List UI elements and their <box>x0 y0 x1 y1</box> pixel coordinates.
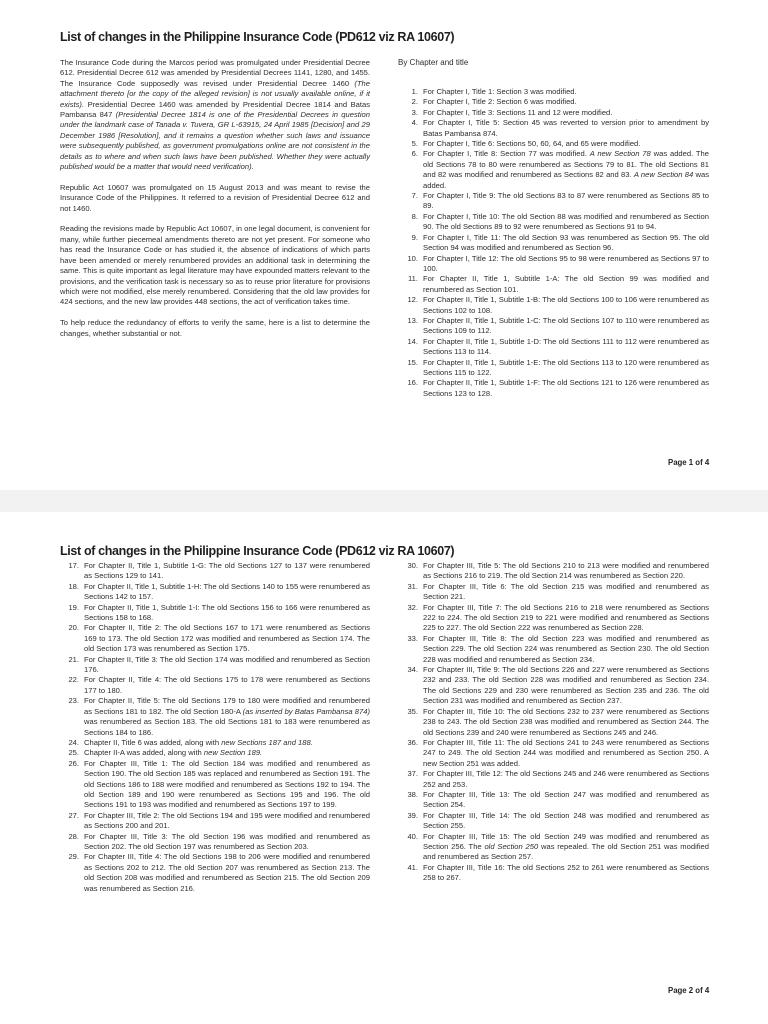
list-item <box>60 759 370 811</box>
text-run: For Chapter I, Title 8: Section 77 was modified. <box>423 149 590 159</box>
text-run: For Chapter III, Title 4: The old Sections 198 to 206 were modified and renumbered as Sections 202 to 212. The old Section 207 was renumbered as Section 213. The old Section 208 was modified and renumbered as Section 215. The old Section 209 was renumbered as Section 216. <box>84 852 370 893</box>
list-item <box>399 665 709 707</box>
item-number: 19. <box>68 602 79 612</box>
changes-list-column <box>399 87 709 399</box>
item-number: 1. <box>411 87 418 96</box>
text-run: For Chapter II, Title 1, Subtitle 1-I: The old Sections 156 to 166 were renumbered as Sections 158 to 168. <box>84 602 370 623</box>
text-run: For Chapter III, Title 16: The old Sections 252 to 261 were renumbered as Sections 258 to 267. <box>423 862 709 883</box>
text-run: For Chapter II, Title 1, Subtitle 1-A: The old Section 99 was modified and renumbered as Section 101. <box>423 274 709 294</box>
list-item <box>399 603 709 634</box>
intro-paragraph <box>60 58 370 172</box>
list-item <box>399 358 709 379</box>
text-run: was repealed. The old Section 251 was modified and renumbered as Section 257. <box>423 841 710 862</box>
list-item <box>399 582 709 603</box>
list-item <box>399 118 709 139</box>
text-run: For Chapter III, Title 14: The old Section 248 was modified and renumbered as Section 255. <box>423 810 709 831</box>
text-run: For Chapter I, Title 12: The old Sections 95 to 98 were renumbered as Sections 97 to 100. <box>423 253 709 273</box>
changes-list-left-column <box>60 561 370 894</box>
item-number: 35. <box>407 706 418 716</box>
list-item <box>60 852 370 894</box>
item-number: 18. <box>68 581 79 591</box>
text-run: For Chapter II, Title 1, Subtitle 1-F: The old Sections 121 to 126 were renumbered as Sections 123 to 128. <box>423 378 709 398</box>
text-run: For Chapter II, Title 1, Subtitle 1-H: The old Sections 140 to 155 were renumbered as Sections 142 to 157. <box>84 581 370 602</box>
list-item <box>60 696 370 738</box>
list-item <box>60 748 370 758</box>
document-page-1 <box>0 0 768 490</box>
italic-text: A new Section 78 <box>589 149 651 159</box>
list-item <box>60 811 370 832</box>
italic-text: (The attachment thereto [or the copy of the alleged revision] is not usually available online, if it exists). <box>60 78 370 109</box>
text-run: For Chapter I, Title 9: The old Sections 83 to 87 were renumbered as Sections 85 to 89. <box>423 191 709 211</box>
list-item <box>399 212 709 233</box>
list-item <box>399 254 709 275</box>
text-run: was added. <box>423 170 709 190</box>
list-item <box>399 790 709 811</box>
text-run: For Chapter III, Title 2: The old Sections 194 and 195 were modified and renumbered as Sections 200 and 201. <box>84 810 370 831</box>
item-number: 5. <box>411 139 418 149</box>
list-item <box>399 97 709 107</box>
document-page-2 <box>0 512 768 1024</box>
item-number: 3. <box>411 107 418 117</box>
item-number: 10. <box>407 253 418 263</box>
list-item <box>399 561 709 582</box>
list-item <box>399 233 709 254</box>
item-number: 39. <box>407 810 418 820</box>
text-run: For Chapter III, Title 10: The old Sections 232 to 237 were renumbered as Sections 238 to 243. The old Section 238 was modified and renumbered as Section 244. The old Sections 239 and 240 were renumbered as Sections 245 and 246. <box>423 706 709 737</box>
list-item <box>399 811 709 832</box>
text-run: For Chapter III, Title 11: The old Sections 241 to 243 were renumbered as Sections 247 to 249. The old Section 244 was modified and renumbered as Section 250. A new Section 251 was added. <box>423 737 709 768</box>
list-item <box>399 108 709 118</box>
page-separator <box>0 490 768 512</box>
list-item <box>60 603 370 624</box>
item-number: 21. <box>68 654 79 664</box>
list-item <box>399 149 709 191</box>
intro-paragraph <box>60 183 370 214</box>
list-item <box>399 832 709 863</box>
item-number: 11. <box>408 274 418 284</box>
text-run: For Chapter II, Title 4: The old Sections 175 to 178 were renumbered as Sections 177 to 180. <box>84 675 370 695</box>
list-item <box>399 707 709 738</box>
list-item <box>399 863 709 884</box>
changes-list <box>399 87 709 399</box>
list-item <box>399 634 709 665</box>
list-item <box>399 295 709 316</box>
item-number: 30. <box>407 561 418 570</box>
text-run: For Chapter II, Title 1, Subtitle 1-D: The old Sections 111 to 112 were renumbered as Sections 113 to 114. <box>423 336 709 357</box>
list-item <box>60 655 370 676</box>
item-number: 31. <box>407 581 418 591</box>
changes-list <box>60 561 370 894</box>
item-number: 27. <box>68 810 79 820</box>
text-run: For Chapter III, Title 1: The old Section 184 was modified and renumbered as Section 190. The old Section 185 was replaced and renumbered as Section 191. The old Sections 186 to 188 were modified and renumbered as Sections 192 to 194. The old Section 189 and 190 were renumbered as Sections 195 and 196. The old Sections 191 to 193 was modified and renumbered as Sections 197 to 199. <box>84 758 370 810</box>
item-number: 40. <box>407 831 418 841</box>
text-run: For Chapter II, Title 3: The old Section 174 was modified and renumbered as Section 176. <box>84 654 370 675</box>
text-run: Republic Act 10607 was promulgated on 15 August 2013 and was meant to revise the Insurance Code of the Philippines. It referred to a revision of Presidential Decree 612 and not 1460. <box>60 182 370 213</box>
item-number: 32. <box>407 602 418 612</box>
text-run: For Chapter III, Title 5: The old Sections 210 to 213 were modified and renumbered as Sections 216 to 219. The old Section 214 was renumbered as Section 220. <box>423 561 709 581</box>
item-number: 16. <box>407 378 418 388</box>
text-run: For Chapter III, Title 13: The old Section 247 was modified and renumbered as Section 254. <box>423 789 709 810</box>
list-item <box>60 675 370 696</box>
item-number: 22. <box>68 675 79 685</box>
italic-text: (as inserted by Batas Pambansa 874) <box>242 706 370 716</box>
text-run: The Insurance Code during the Marcos period was promulgated under Presidential Decree 612. Presidential Decree 612 was amended by Presidential Decrees 1141, 1280, and 1455. The Insurance Code supposedly was revised under Presidential Decree 1460 <box>60 58 370 88</box>
list-item <box>399 139 709 149</box>
item-number: 33. <box>407 633 418 643</box>
item-number: 6. <box>411 149 418 159</box>
item-number: 9. <box>411 232 418 242</box>
item-number: 8. <box>411 211 418 221</box>
item-number: 7. <box>411 191 418 201</box>
changes-list-right-column <box>399 561 709 884</box>
text-run: For Chapter III, Title 9: The old Sections 226 and 227 were renumbered as Sections 232 and 233. The old Section 228 was modified and renumbered as Section 234. The old Sections 229 and 230 were renumbered as Section 235 and 236. The old Section 231 was modified and renumbered as Section 237. <box>423 665 709 706</box>
item-number: 29. <box>68 852 79 862</box>
item-number: 14. <box>407 336 418 346</box>
text-run: Reading the revisions made by Republic Act 10607, in one legal document, is convenient for many, while further piecemeal amendments thereto are not yet present. For someone who has read the Insurance Code or has studied it, the absence of indications of which parts have been amended or merely renumbered provides an additional task in determining the same. This is quite important as legal literature may have expounded matters relevant to the provisions, and the verification task is necessary so as to reuse prior literature for provisions which were not modified, else merely renumbered. Considering that the old law provides for 424 sections, and the new law provides 448 sections, the act of verification takes time. <box>60 224 370 307</box>
text-run: For Chapter I, Title 2: Section 6 was modified. <box>423 97 577 107</box>
list-item <box>399 87 709 97</box>
item-number: 37. <box>407 769 418 779</box>
text-run: For Chapter I, Title 5: Section 45 was reverted to version prior to amendment by Batas Pambansa 874. <box>423 118 709 138</box>
item-number: 25. <box>68 748 79 758</box>
item-number: 26. <box>68 758 79 768</box>
page-number: Page 2 of 4 <box>668 986 710 995</box>
text-run: For Chapter III, Title 15: The old Section 249 was modified and renumbered as Section 256. The <box>423 831 709 851</box>
text-run: For Chapter III, Title 8: The old Section 223 was modified and renumbered as Section 229. The old Section 224 was renumbered as Section 230. The old Section 228 was modified and renumbered as Section 234. <box>423 633 709 664</box>
list-item <box>60 832 370 853</box>
text-run: For Chapter I, Title 3: Sections 11 and 12 were modified. <box>423 107 613 117</box>
text-run: Chapter II-A was added, along with <box>84 748 204 758</box>
item-number: 41. <box>407 862 418 872</box>
list-item <box>399 378 709 399</box>
italic-text: new Sections 187 and 188. <box>221 737 313 747</box>
page-title: List of changes in the Philippine Insurance Code (PD612 viz RA 10607) <box>60 544 455 558</box>
text-run: For Chapter I, Title 1: Section 3 was modified. <box>423 87 577 96</box>
list-item <box>60 561 370 582</box>
text-run: To help reduce the redundancy of efforts to verify the same, here is a list to determine the changes, whether substantial or not. <box>60 318 370 338</box>
list-item <box>60 623 370 654</box>
text-run: For Chapter II, Title 5: The old Sections 179 to 180 were modified and renumbered as Sections 181 to 182. The old Section 180-A <box>84 696 370 716</box>
text-run: For Chapter I, Title 10: The old Section 88 was modified and renumbered as Section 90. The old Sections 89 to 92 were renumbered as Sections 91 to 94. <box>423 211 709 232</box>
item-number: 38. <box>407 789 418 799</box>
item-number: 4. <box>411 118 418 128</box>
text-run: For Chapter I, Title 11: The old Section 93 was renumbered as Section 95. The old Section 94 was modified and renumbered as Section 96. <box>423 232 709 253</box>
changes-list <box>399 561 709 884</box>
italic-text: (Presidential Decree 1814 is one of the Presidential Decrees in question under the landmark case of Tanada v. Tuvera, GR L-63915, 24 April 1985 [Decision] and 29 December 1986 [Resolution], and it remains a question whether such laws and issuance were subsequently published, as government promulgations online are not consistent in the details as to where and when such laws have been published. Whether they were actually published would be a matter that would need verification). <box>60 110 371 172</box>
item-number: 15. <box>407 357 418 367</box>
item-number: 28. <box>68 831 79 841</box>
text-run: was added. The old Sections 78 to 80 were renumbered as Sections 79 to 81. The old Sections 81 and 82 was modified and renumbered as Sections 82 and 83. <box>423 149 709 180</box>
item-number: 20. <box>68 623 79 633</box>
text-run: was renumbered as Section 183. The old Sections 181 to 183 were renumbered as Sections 184 to 186. <box>84 717 370 737</box>
text-run: For Chapter II, Title 1, Subtitle 1-B: The old Sections 100 to 106 were renumbered as Sections 102 to 108. <box>423 295 709 315</box>
list-item <box>399 191 709 212</box>
item-number: 24. <box>68 737 79 747</box>
intro-text-column <box>60 58 370 349</box>
text-run: For Chapter III, Title 7: The old Sections 216 to 218 were renumbered as Sections 222 to 224. The old Section 219 to 221 were modified and renumbered as Sections 225 to 227. The old Section 222 was renumbered as Section 228. <box>423 602 709 633</box>
list-item <box>60 738 370 748</box>
intro-paragraph <box>60 318 370 339</box>
text-run: For Chapter II, Title 1, Subtitle 1-C: The old Sections 107 to 110 were renumbered as Sections 109 to 112. <box>423 315 709 336</box>
italic-text: new Section 189. <box>203 748 263 758</box>
text-run: For Chapter II, Title 1, Subtitle 1-E: The old Sections 113 to 120 were renumbered as Sections 115 to 122. <box>423 357 709 377</box>
item-number: 13. <box>407 315 418 325</box>
item-number: 17. <box>68 561 79 570</box>
text-run: Chapter II, Title 6 was added, along with <box>84 737 222 747</box>
text-run: For Chapter III, Title 12: The old Sections 245 and 246 were renumbered as Sections 252 and 253. <box>423 769 709 789</box>
text-run: For Chapter I, Title 6: Sections 50, 60, 64, and 65 were modified. <box>423 139 641 149</box>
list-item <box>399 316 709 337</box>
italic-text: A new Section 84 <box>633 170 694 180</box>
item-number: 23. <box>68 696 79 706</box>
item-number: 2. <box>411 97 418 107</box>
intro-paragraph <box>60 224 370 307</box>
list-item <box>60 582 370 603</box>
text-run: For Chapter II, Title 1, Subtitle 1-G: The old Sections 127 to 137 were renumbered as Sections 129 to 141. <box>84 561 370 581</box>
item-number: 34. <box>407 665 418 675</box>
list-item <box>399 769 709 790</box>
by-chapter-heading: By Chapter and title <box>398 58 469 67</box>
item-number: 12. <box>407 295 418 305</box>
list-item <box>399 274 709 295</box>
list-item <box>399 337 709 358</box>
italic-text: old Section 250 <box>484 841 539 851</box>
item-number: 36. <box>407 737 418 747</box>
text-run: For Chapter III, Title 3: The old Section 196 was modified and renumbered as Section 202. The old Section 197 was renumbered as Section 203. <box>84 831 370 851</box>
page-number: Page 1 of 4 <box>668 458 710 467</box>
text-run: For Chapter III, Title 6: The old Section 215 was modified and renumbered as Section 221. <box>423 581 709 602</box>
list-item <box>399 738 709 769</box>
text-run: Presidential Decree 1460 was amended by Presidential Decree 1814 and Batas Pambansa 847 <box>60 99 370 120</box>
page-title: List of changes in the Philippine Insurance Code (PD612 viz RA 10607) <box>60 30 455 44</box>
text-run: For Chapter II, Title 2: The old Sections 167 to 171 were renumbered as Sections 169 to 173. The old Section 172 was modified and renumbered as Section 174. The old Section 173 was renumbered as Section 175. <box>84 623 370 654</box>
